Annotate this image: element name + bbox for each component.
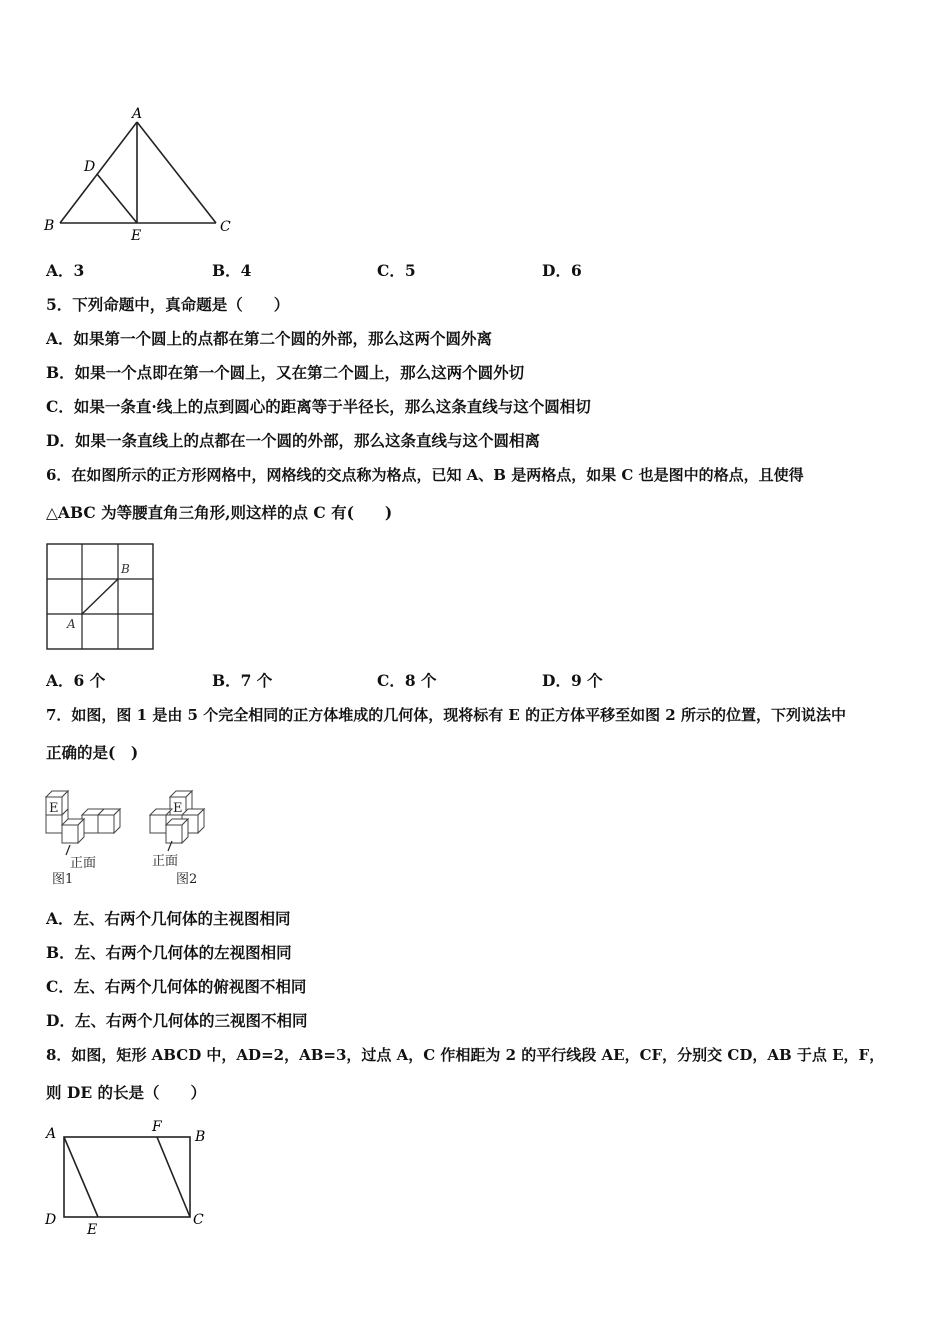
q7-stem-line2: 正确的是( ) — [46, 743, 139, 762]
cube-label-e-fig2: E — [173, 801, 183, 816]
q5-option-d[interactable]: D．如果一条直线上的点都在一个圆的外部，那么这条直线与这个圆相离 — [46, 431, 540, 450]
fig1-label: 图1 — [52, 872, 74, 887]
q5-stem: 5．下列命题中，真命题是（ ） — [46, 295, 290, 314]
q4-option-b[interactable]: B．4 — [212, 261, 252, 280]
grid-figure-q6 — [44, 541, 158, 653]
cube-group-fig1 — [46, 791, 120, 843]
front-arrow-fig1 — [66, 845, 70, 855]
label-e: E — [131, 228, 142, 244]
q4-option-c[interactable]: C．5 — [377, 261, 416, 280]
q6-stem-line1: 6．在如图所示的正方形网格中，网格线的交点称为格点，已知 A、B 是两格点，如果 C 也是图中的格点，且使得 — [46, 466, 804, 484]
label-b-q8: B — [195, 1129, 206, 1145]
q4-option-a[interactable]: A．3 — [46, 261, 85, 280]
rectangle-abcd — [64, 1137, 190, 1217]
q6-option-d[interactable]: D．9 个 — [542, 671, 603, 690]
front-label-fig1: 正面 — [70, 856, 97, 871]
label-a: A — [132, 106, 143, 122]
q7-option-d[interactable]: D．左、右两个几何体的三视图不相同 — [46, 1011, 308, 1030]
front-label-fig2: 正面 — [152, 854, 179, 869]
q7-stem-line1: 7．如图，图 1 是由 5 个完全相同的正方体堆成的几何体，现将标有 E 的正方体平移至如图 2 所示的位置，下列说法中 — [46, 706, 846, 724]
label-a-grid: A — [67, 617, 76, 631]
q5-option-b[interactable]: B．如果一个点即在第一个圆上，又在第二个圆上，那么这两个圆外切 — [46, 363, 525, 382]
cube-label-e-fig1: E — [49, 801, 59, 816]
cube-group-fig2 — [150, 791, 204, 843]
label-c-q8: C — [193, 1212, 204, 1228]
cubes-figure-q7 — [40, 785, 230, 887]
q6-option-b[interactable]: B．7 个 — [212, 671, 273, 690]
q8-stem-line1: 8．如图，矩形 ABCD 中，AD=2，AB=3，过点 A，C 作相距为 2 的平行线段 AE，CF，分别交 CD，AB 于点 E，F， — [46, 1046, 885, 1064]
q6-option-a[interactable]: A．6 个 — [46, 671, 106, 690]
q6-option-c[interactable]: C．8 个 — [377, 671, 437, 690]
triangle-figure-q4 — [40, 100, 240, 245]
segment-ae-q8 — [64, 1137, 98, 1217]
segment-de — [97, 174, 137, 223]
label-d-q8: D — [45, 1212, 57, 1228]
label-f-q8: F — [152, 1119, 162, 1135]
q8-stem-line2: 则 DE 的长是（ ） — [46, 1083, 207, 1102]
q5-option-a[interactable]: A．如果第一个圆上的点都在第二个圆的外部，那么这两个圆外离 — [46, 329, 493, 348]
label-d: D — [84, 159, 96, 175]
q7-option-b[interactable]: B．左、右两个几何体的左视图相同 — [46, 943, 292, 962]
label-a-q8: A — [46, 1126, 57, 1142]
label-b: B — [44, 218, 55, 234]
q7-option-c[interactable]: C．左、右两个几何体的俯视图不相同 — [46, 977, 307, 996]
rectangle-figure-q8 — [40, 1118, 215, 1236]
label-b-grid: B — [121, 562, 130, 576]
fig2-label: 图2 — [176, 872, 198, 887]
q4-option-d[interactable]: D．6 — [542, 261, 582, 280]
q6-stem-line2: △ABC 为等腰直角三角形,则这样的点 C 有( ) — [46, 503, 393, 522]
segment-ab-grid — [82, 579, 118, 614]
segment-ac — [137, 122, 216, 223]
q5-option-c[interactable]: C．如果一条直·线上的点到圆心的距离等于半径长，那么这条直线与这个圆相切 — [46, 397, 591, 416]
q7-option-a[interactable]: A．左、右两个几何体的主视图相同 — [46, 909, 291, 928]
label-c: C — [220, 219, 231, 235]
label-e-q8: E — [87, 1222, 98, 1236]
segment-cf-q8 — [157, 1137, 190, 1217]
